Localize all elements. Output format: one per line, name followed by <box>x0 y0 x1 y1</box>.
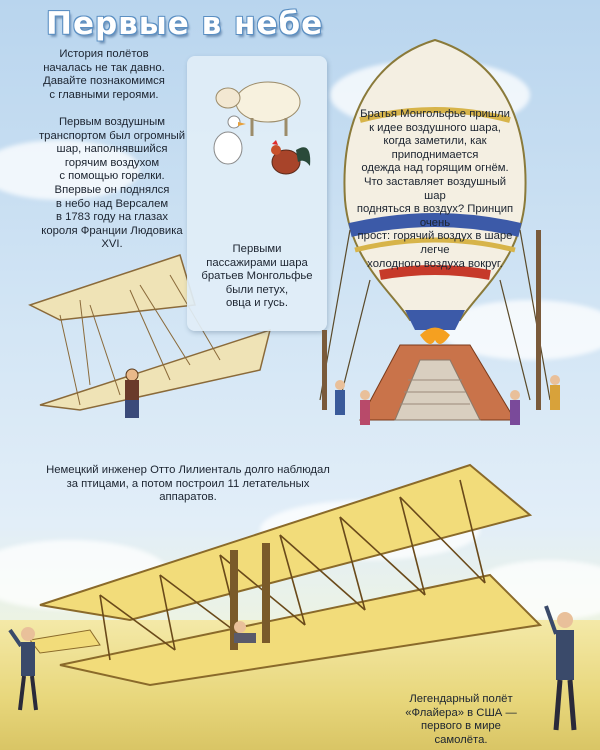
text-line: короля Франции Людовика XVI. <box>41 224 183 251</box>
text-line: первого в мире самолёта. <box>421 720 501 746</box>
text-line: горячим воздухом <box>64 156 160 169</box>
first-transport-text <box>36 116 188 252</box>
text-line: шар, наполнявшийся <box>56 143 168 156</box>
text-line: за птицами, а потом построил 11 летательных аппаратов. <box>66 477 310 504</box>
text-line: прост: горячий воздух в шаре легче <box>357 230 513 256</box>
text-line: транспортом был огромный <box>38 129 186 142</box>
text-line: с главными героями. <box>49 88 159 101</box>
text-line: началась не так давно. <box>43 61 165 74</box>
text-line: Давайте познакомимся <box>43 75 165 88</box>
text-line: Немецкий инженер Отто Лилиенталь долго наблюдал <box>46 464 330 476</box>
spectator-left-illustration <box>8 620 48 720</box>
page-title: Первые в небе <box>46 6 324 42</box>
text-line: в небо над Версалем <box>55 197 169 210</box>
text-line: пассажирами шара <box>206 256 308 269</box>
wright-flyer-illustration <box>30 455 570 705</box>
text-line: История полётов <box>59 48 149 60</box>
text-line: «Флайера» в США — <box>405 706 517 719</box>
text-line: Впервые он поднялся <box>54 183 170 196</box>
text-line: Братья Монгольфье пришли <box>360 108 510 120</box>
text-line: холодного воздуха вокруг. <box>367 257 503 270</box>
text-line: Легендарный полёт <box>409 693 513 705</box>
spectator-right-illustration <box>540 600 590 740</box>
text-line: овца и гусь. <box>226 297 288 310</box>
text-line: к идее воздушного шара, <box>369 121 501 134</box>
text-line: с помощью горелки. <box>59 170 165 183</box>
text-line: одежда над горящим огнём. <box>361 162 509 175</box>
text-line: в 1783 году на глазах <box>55 211 169 224</box>
flyer-text <box>402 693 520 747</box>
text-line: Что заставляет воздушный шар <box>363 175 507 202</box>
text-line: Первыми <box>232 243 282 255</box>
text-line: когда заметили, как приподнимается <box>383 135 487 161</box>
text-line: Первым воздушным <box>58 116 166 128</box>
text-line: были петух, <box>225 283 289 296</box>
text-line: подняться в воздух? Принцип очень <box>356 203 514 229</box>
balloon-text <box>355 108 515 271</box>
text-line: братьев Монгольфье <box>201 270 313 283</box>
intro-text <box>38 48 170 102</box>
